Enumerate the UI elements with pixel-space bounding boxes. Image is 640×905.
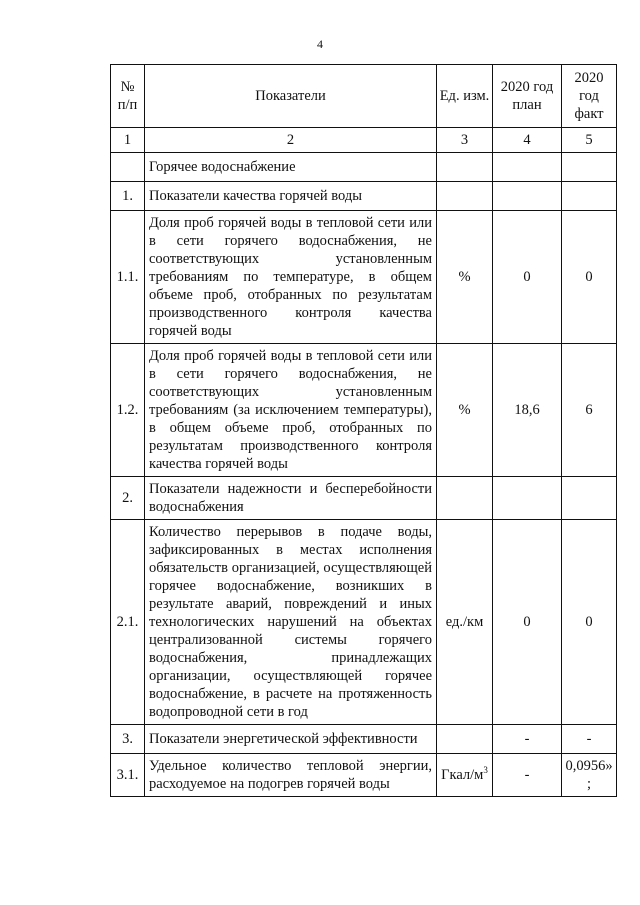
table-row <box>111 182 617 211</box>
row-unit <box>437 153 493 182</box>
row-indicator: Количество перерывов в подаче воды, зафиксированных в местах исполнения обязательств организацией, осуществляющей горячее водоснабжение, возникших в результате аварий, повреждений и иных технологических нарушений на объектах централизованной системы горячего водоснабжения, принадлежащих организации, осуществляющей горячее водоснабжение, в расчете на протяженность водопроводной сети в год <box>145 520 437 725</box>
column-number: 2 <box>145 128 437 153</box>
row-num: 1.1. <box>111 211 145 344</box>
row-num: 1.2. <box>111 344 145 477</box>
row-plan: 18,6 <box>493 344 562 477</box>
column-number: 5 <box>562 128 617 153</box>
row-unit <box>437 725 493 754</box>
row-unit: % <box>437 344 493 477</box>
row-plan <box>493 182 562 211</box>
row-indicator: Удельное количество тепловой энергии, расходуемое на подогрев горячей воды <box>145 754 437 797</box>
row-fact: 6 <box>562 344 617 477</box>
column-number: 4 <box>493 128 562 153</box>
header-plan: 2020 год план <box>493 65 562 128</box>
row-fact: - <box>562 725 617 754</box>
row-num: 1. <box>111 182 145 211</box>
row-indicator: Показатели энергетической эффективности <box>145 725 437 754</box>
row-plan <box>493 153 562 182</box>
table-row <box>111 211 617 344</box>
row-indicator: Доля проб горячей воды в тепловой сети или в сети горячего водоснабжения, не соответствующих установленным требованиям по температуре, в общем объеме проб, отобранных по результатам производственного контроля качества горячей воды <box>145 211 437 344</box>
column-number: 1 <box>111 128 145 153</box>
table-row <box>111 477 617 520</box>
row-plan: 0 <box>493 211 562 344</box>
row-indicator: Показатели качества горячей воды <box>145 182 437 211</box>
row-plan: - <box>493 725 562 754</box>
table-row <box>111 344 617 477</box>
row-indicator: Доля проб горячей воды в тепловой сети или в сети горячего водоснабжения, не соответствующих установленным требованиям (за исключением температуры), в общем объеме проб, отобранных по результатам производственного контроля качества горячей воды <box>145 344 437 477</box>
row-fact: 0 <box>562 211 617 344</box>
header-unit: Ед. изм. <box>437 65 493 128</box>
header-num: № п/п <box>111 65 145 128</box>
row-unit <box>437 754 493 797</box>
row-plan: 0 <box>493 520 562 725</box>
row-num: 2.1. <box>111 520 145 725</box>
row-fact <box>562 477 617 520</box>
header-indicator: Показатели <box>145 65 437 128</box>
table-header-row <box>111 65 617 128</box>
table-row <box>111 725 617 754</box>
table-row <box>111 153 617 182</box>
row-num: 3.1. <box>111 754 145 797</box>
row-fact: 0,0956» ; <box>562 754 617 797</box>
row-num: 3. <box>111 725 145 754</box>
row-unit <box>437 477 493 520</box>
column-numbers-row <box>111 128 617 153</box>
table-row <box>111 754 617 797</box>
row-num <box>111 153 145 182</box>
row-plan <box>493 477 562 520</box>
indicators-table <box>110 64 617 797</box>
table-row <box>111 520 617 725</box>
row-unit <box>437 182 493 211</box>
row-indicator: Горячее водоснабжение <box>145 153 437 182</box>
row-unit: ед./км <box>437 520 493 725</box>
row-plan: - <box>493 754 562 797</box>
row-unit: % <box>437 211 493 344</box>
page-number: 4 <box>317 37 323 51</box>
row-fact: 0 <box>562 520 617 725</box>
row-unit-superscript: 3 <box>483 765 488 776</box>
row-unit-base: Гкал/м <box>441 767 484 783</box>
row-num: 2. <box>111 477 145 520</box>
row-indicator: Показатели надежности и бесперебойности водоснабжения <box>145 477 437 520</box>
row-fact <box>562 182 617 211</box>
row-fact <box>562 153 617 182</box>
header-fact: 2020 год факт <box>562 65 617 128</box>
column-number: 3 <box>437 128 493 153</box>
